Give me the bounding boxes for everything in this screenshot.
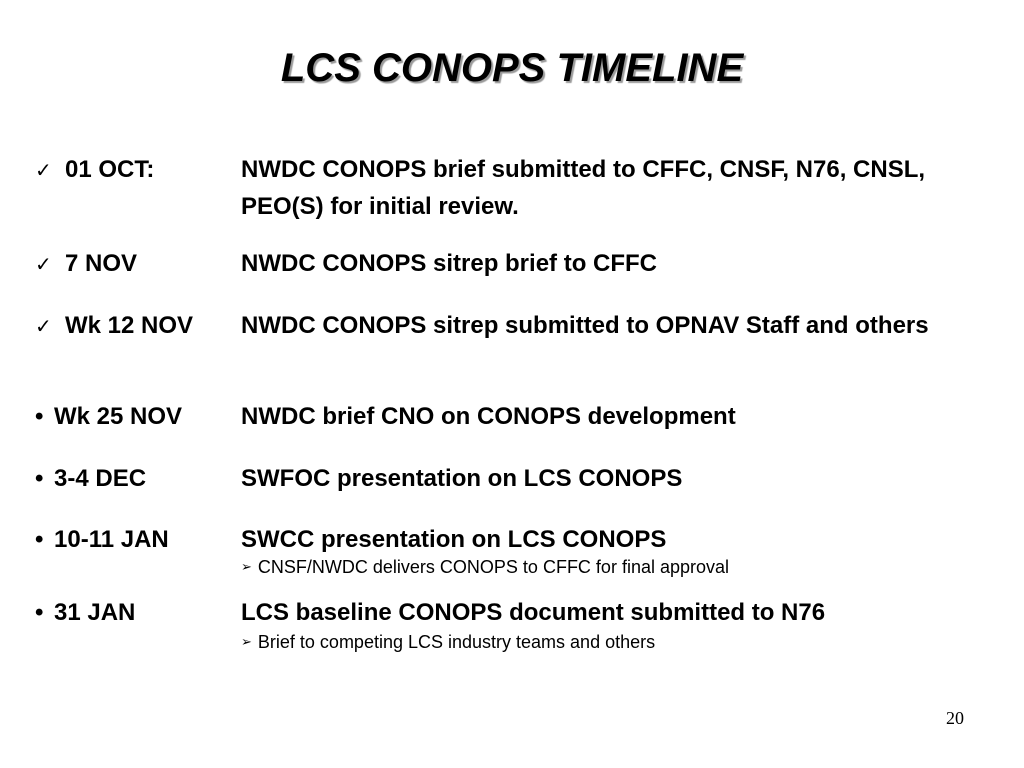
timeline-sub-item [241,631,655,656]
timeline-date: 10-11 JAN [54,526,169,553]
sub-item-text: CNSF/NWDC delivers CONOPS to CFFC for final approval [257,557,730,577]
timeline-description: SWFOC presentation on LCS CONOPS [241,465,683,492]
timeline-date: 7 NOV [65,250,138,277]
timeline-date: Wk 12 NOV [65,312,194,339]
timeline-date: 31 JAN [54,599,136,626]
timeline-date: 3-4 DEC [54,465,147,492]
page-number: 20 [946,708,964,728]
timeline-date: Wk 25 NOV [54,403,183,430]
bullet-icon: • [35,526,44,553]
timeline-description: NWDC CONOPS brief submitted to CFFC, CNSF, N76, CNSL, PEO(S) for initial review. [241,156,926,220]
checkmark-icon: ✓ [35,314,52,338]
sub-item-text: Brief to competing LCS industry teams and others [257,632,656,652]
slide-title: LCS CONOPS TIMELINE [280,46,744,90]
timeline-date: 01 OCT: [65,156,155,183]
timeline-sub-item [241,556,729,581]
checkmark-icon: ✓ [35,252,52,276]
checkmark-icon: ✓ [35,158,52,182]
arrow-bullet-icon: ➢ [241,560,252,575]
bullet-icon: • [35,465,44,492]
arrow-bullet-icon: ➢ [241,635,252,650]
bullet-icon: • [35,599,44,626]
timeline-description: NWDC brief CNO on CONOPS development [241,403,736,430]
timeline-description: LCS baseline CONOPS document submitted to N76 [241,599,826,626]
timeline-description: SWCC presentation on LCS CONOPS [241,526,667,553]
timeline-description: NWDC CONOPS sitrep submitted to OPNAV Staff and others [241,312,929,339]
bullet-icon: • [35,403,44,430]
timeline-description: NWDC CONOPS sitrep brief to CFFC [241,250,658,277]
